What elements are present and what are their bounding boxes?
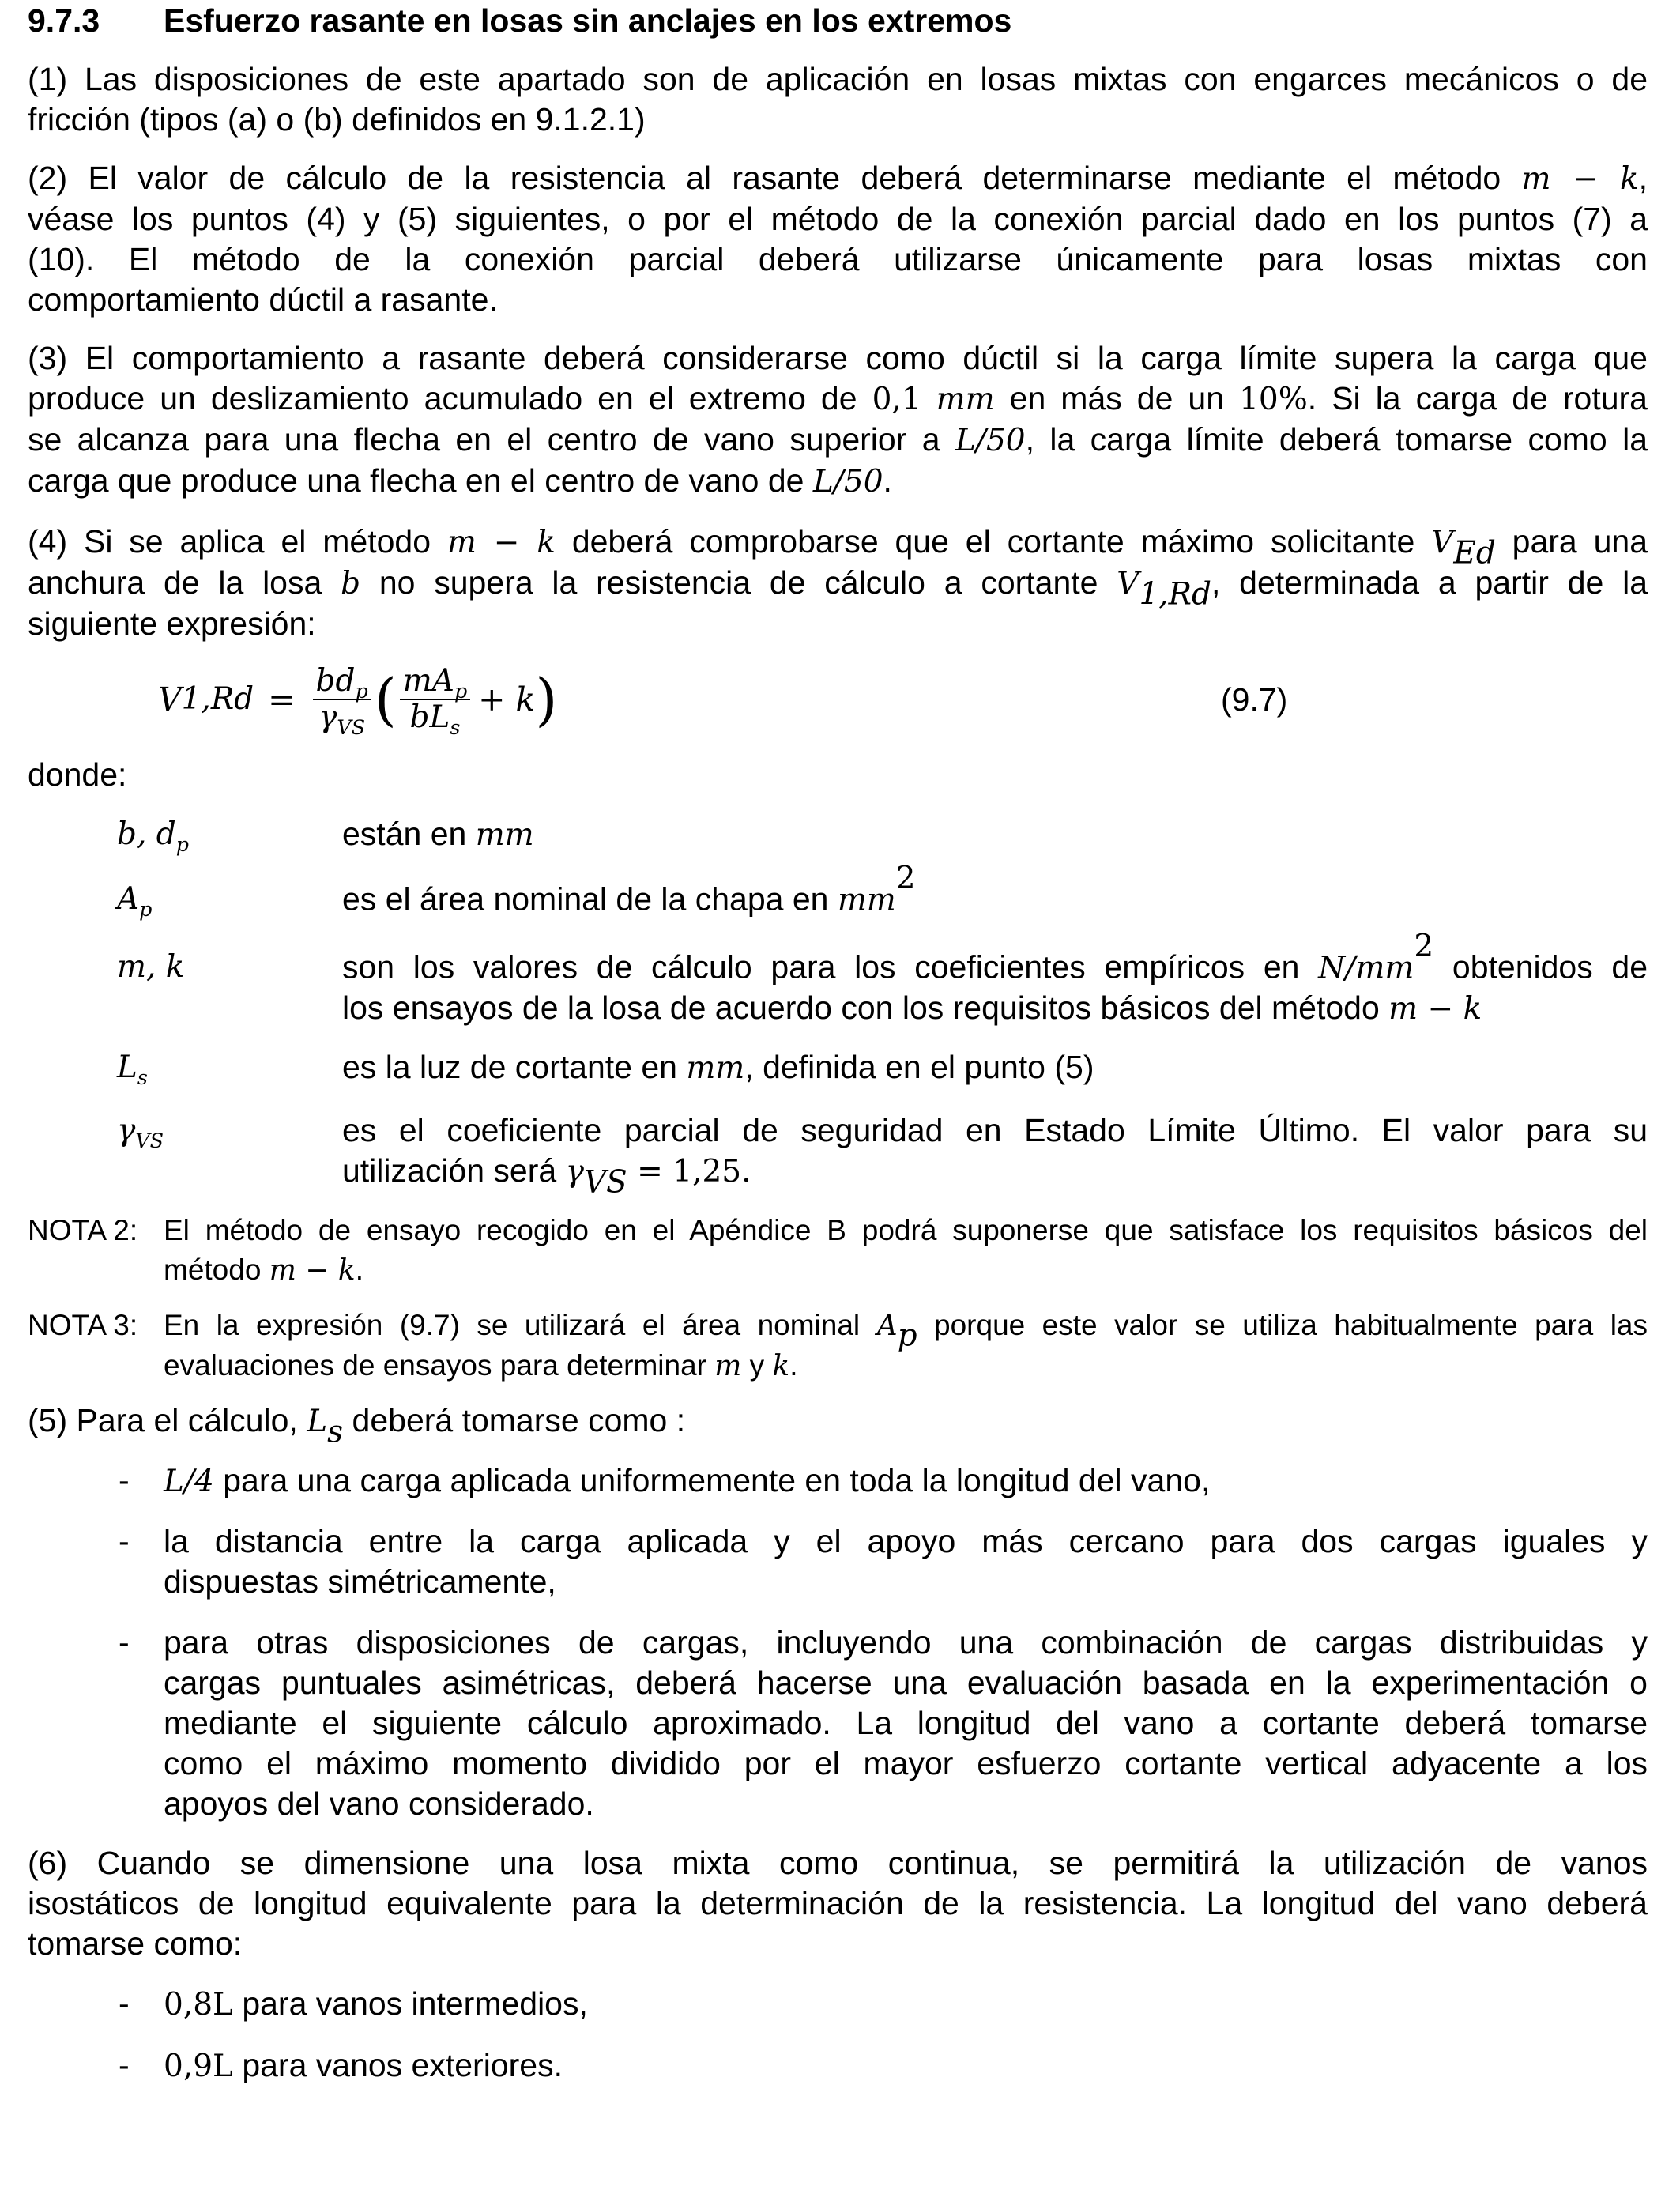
p6-bullet-1: 0,8L para vanos intermedios, — [164, 1985, 588, 2022]
note-3-label: NOTA 3: — [28, 1309, 138, 1341]
fraction-2: $\frac{mA_p}{bL_s}$ — [400, 664, 470, 735]
note-3-text: En la expresión (9.7) se utilizará el área nominal $A_p$ porque este valor se utiliza habitualmente para las evaluaciones de ensayos para determinar m y k. — [164, 1309, 1648, 1382]
paragraph-3-line-1: (3) El comportamiento a rasante deberá considerarse como dúctil si la carga límite supera la carga que — [28, 340, 1648, 376]
donde-label: donde: — [28, 756, 127, 793]
paragraph-2 — [28, 158, 1648, 320]
paragraph-2-line-1: (2) El valor de cálculo de la resistencia al rasante deberá determinarse mediante el método m − k, — [28, 160, 1648, 197]
symbol-b-dp: b, $d_p$ — [117, 816, 189, 856]
definition-ls: es la luz de cortante en mm, definida en el punto (5) — [342, 1049, 1094, 1086]
paragraph-4-line-3: siguiente expresión: — [28, 605, 316, 642]
symbol-ap: $A_p$ — [117, 881, 153, 921]
p5-bullet-3: para otras disposiciones de cargas, incluyendo una combinación de cargas distribuidas y cargas puntuales asimétricas, deberá hacerse una evaluación basada en la experimentación o mediante el siguiente cálculo aproximado. La longitud del vano a cortante deberá tomarse como el máximo momento dividido por el mayor esfuerzo cortante vertical adyacente a los apoyos del vano considerado. — [164, 1624, 1648, 1822]
symbol-ls: $L_s$ — [117, 1050, 148, 1089]
note-2-label: NOTA 2: — [28, 1214, 138, 1246]
section-number: 9.7.3 — [28, 2, 100, 39]
equation-lhs: V — [158, 680, 182, 718]
symbol-gamma-vs: $\gamma_{VS}$ — [117, 1113, 164, 1152]
paragraph-6-line-3: tomarse como: — [28, 1925, 243, 1962]
p5-bullet-1: L/4 para una carga aplicada uniformemente en toda la longitud del vano, — [164, 1462, 1211, 1499]
paragraph-1-line-1: (1) Las disposiciones de este apartado son de aplicación en losas mixtas con engarces mecánicos o de — [28, 61, 1648, 97]
bullet-dash: - — [119, 1523, 130, 1559]
paragraph-3-line-4: carga que produce una flecha en el centro de vano de L/50. — [28, 462, 892, 499]
paragraph-4-line-2: anchura de la losa b no supera la resistencia de cálculo a cortante $V_{1,Rd}$, determinada a partir de la — [28, 564, 1648, 613]
bullet-dash: - — [119, 1462, 130, 1498]
equation-number: (9.7) — [1221, 681, 1288, 718]
section-heading — [28, 0, 1011, 41]
bullet-dash: - — [119, 1985, 130, 2022]
fraction-1: $\frac{bd_p}{\gamma_{VS}}$ — [313, 664, 371, 735]
note-3 — [28, 1306, 1648, 1385]
paragraph-3-line-3: se alcanza para una flecha en el centro de vano superior a L/50, la carga límite deberá tomarse como la — [28, 421, 1648, 458]
paragraph-2-line-4: comportamiento dúctil a rasante. — [28, 281, 498, 318]
note-2 — [28, 1211, 1648, 1290]
paragraph-2-line-3: (10). El método de la conexión parcial deberá utilizarse únicamente para losas mixtas con — [28, 241, 1648, 277]
definition-gamma-vs: es el coeficiente parcial de seguridad en Estado Límite Último. El valor para su utilización será $\gamma_{VS} = 1,25$. — [342, 1112, 1648, 1201]
definition-ap: es el área nominal de la chapa en $mm^2$ — [342, 861, 916, 918]
paragraph-4-line-1: (4) Si se aplica el método m − k deberá comprobarse que el cortante máximo solicitante $V_{Ed}$ para una — [28, 523, 1648, 571]
definition-b-dp: están en mm — [342, 816, 534, 853]
equation-9-7: V 1,Rd = $\frac{bd_p}{\gamma_{VS}}$ ( $\frac{mA_p}{bL_s}$ + k ) — [158, 663, 558, 739]
symbol-m-k: m, k — [117, 949, 185, 985]
section-title: Esfuerzo rasante en losas sin anclajes en los extremos — [164, 2, 1012, 39]
paragraph-3 — [28, 338, 1648, 502]
paragraph-6-line-2: isostáticos de longitud equivalente para la determinación de la resistencia. La longitud del vano deberá — [28, 1885, 1648, 1921]
bullet-dash: - — [119, 2047, 130, 2083]
paragraph-1 — [28, 59, 1648, 140]
paragraph-4 — [28, 522, 1648, 644]
note-2-text: El método de ensayo recogido en el Apéndice B podrá suponerse que satisface los requisitos básicos del método m − k. — [164, 1214, 1648, 1287]
p6-bullet-2: 0,9L para vanos exteriores. — [164, 2047, 563, 2084]
paragraph-6 — [28, 1843, 1648, 1964]
paragraph-3-line-2: produce un deslizamiento acumulado en el extremo de 0,1 mm en más de un 10%. Si la carga de rotura — [28, 380, 1648, 417]
bullet-dash: - — [119, 1624, 130, 1661]
paragraph-1-line-2: fricción (tipos (a) o (b) definidos en 9.1.2.1) — [28, 101, 646, 138]
paragraph-5-intro: (5) Para el cálculo, $L_s$ deberá tomarse como : — [28, 1402, 686, 1450]
paragraph-2-line-2: véase los puntos (4) y (5) siguientes, o por el método de la conexión parcial dado en los puntos (7) a — [28, 201, 1648, 237]
paragraph-6-line-1: (6) Cuando se dimensione una losa mixta como continua, se permitirá la utilización de vanos — [28, 1845, 1648, 1881]
p5-bullet-2: la distancia entre la carga aplicada y el apoyo más cercano para dos cargas iguales y dispuestas simétricamente, — [164, 1523, 1648, 1600]
definition-m-k: son los valores de cálculo para los coeficientes empíricos en $N/mm^2$ obtenidos de los ensayos de la losa de acuerdo con los requisitos básicos del método m − k — [342, 929, 1648, 1027]
